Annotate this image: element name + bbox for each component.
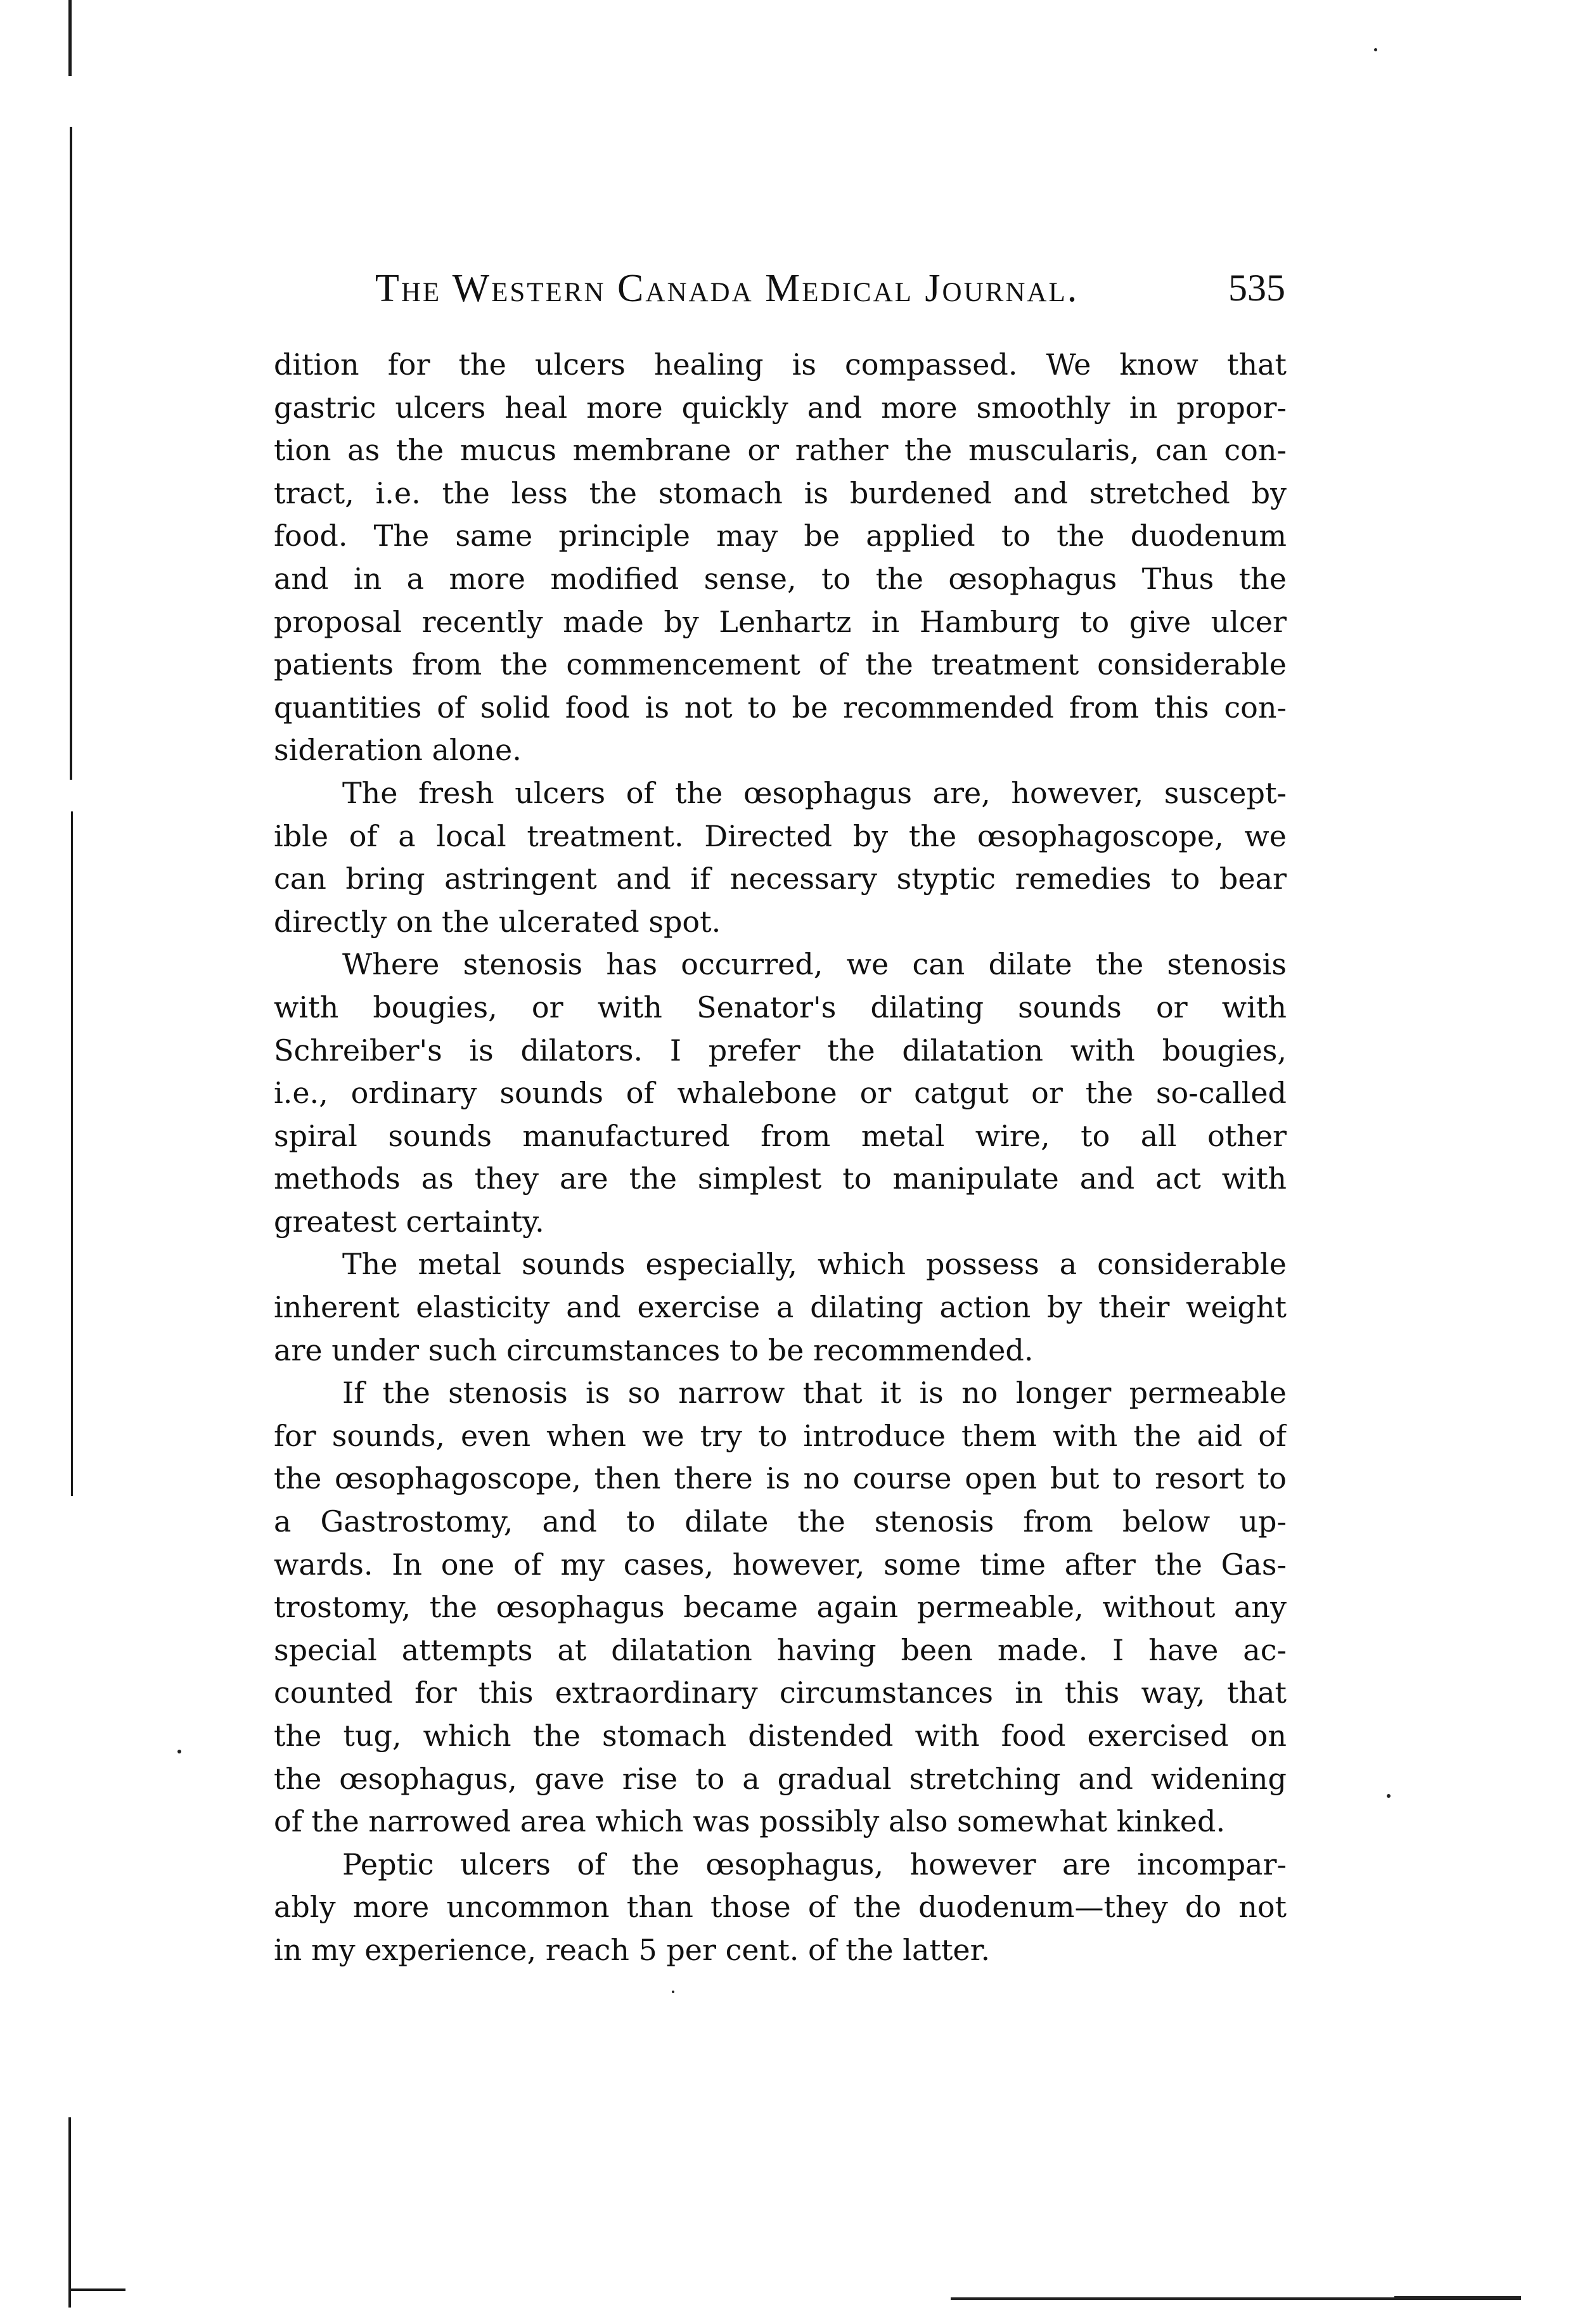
text-line: can bring astringent and if necessary styptic remedies to bear — [274, 862, 1287, 896]
text-line: gastric ulcers heal more quickly and more smoothly in propor- — [274, 390, 1287, 425]
text-line: ably more uncommon than those of the duodenum—they do not — [274, 1890, 1287, 1925]
text-line: food. The same principle may be applied to the duodenum — [274, 519, 1287, 553]
binding-edge-mark — [68, 0, 72, 76]
page-number: 535 — [1228, 267, 1285, 309]
text-line: Where stenosis has occurred, we can dilate the stenosis — [342, 947, 1287, 982]
text-line: directly on the ulcerated spot. — [274, 904, 721, 939]
binding-edge-mark — [71, 811, 73, 1496]
text-line: spiral sounds manufactured from metal wire, to all other — [274, 1118, 1287, 1153]
text-line: If the stenosis is so narrow that it is no longer permeable — [342, 1376, 1287, 1411]
text-line: Peptic ulcers of the œsophagus, however are incompar- — [342, 1847, 1287, 1882]
scan-edge-rule — [951, 2297, 1394, 2300]
text-line: methods as they are the simplest to manipulate and act with — [274, 1161, 1287, 1196]
scan-edge-rule — [1394, 2296, 1521, 2300]
text-line: Schreiber's is dilators. I prefer the dilatation with bougies, — [274, 1033, 1287, 1068]
scan-speck — [1374, 48, 1377, 51]
article-body — [274, 344, 1287, 1972]
running-head: The Western Canada Medical Journal. — [375, 267, 1079, 310]
text-line: proposal recently made by Lenhartz in Hamburg to give ulcer — [274, 604, 1287, 639]
text-line: sideration alone. — [274, 733, 522, 768]
text-line: are under such circumstances to be recommended. — [274, 1333, 1034, 1367]
scan-speck — [177, 1750, 181, 1753]
text-line: inherent elasticity and exercise a dilating action by their weight — [274, 1290, 1287, 1325]
paragraph — [274, 943, 1287, 1243]
page-header — [375, 266, 1285, 317]
text-line: a Gastrostomy, and to dilate the stenosis from below up- — [274, 1504, 1287, 1539]
binding-edge-mark — [70, 127, 72, 780]
text-line: The fresh ulcers of the œsophagus are, however, suscept- — [342, 775, 1287, 810]
text-line: the œsophagoscope, then there is no course open but to resort to — [274, 1461, 1287, 1496]
text-line: special attempts at dilatation having been made. I have ac- — [274, 1632, 1287, 1667]
text-line: for sounds, even when we try to introduce them with the aid of — [274, 1418, 1287, 1453]
text-line: with bougies, or with Senator's dilating sounds or with — [274, 990, 1287, 1024]
paragraph — [274, 344, 1287, 772]
text-line: quantities of solid food is not to be recommended from this con- — [274, 690, 1287, 725]
text-line: dition for the ulcers healing is compassed. We know that — [274, 347, 1287, 382]
text-line: of the narrowed area which was possibly also somewhat kinked. — [274, 1804, 1226, 1839]
paragraph — [274, 1372, 1287, 1843]
paragraph — [274, 772, 1287, 943]
text-line: in my experience, reach 5 per cent. of the latter. — [274, 1932, 991, 1967]
text-line: greatest certainty. — [274, 1204, 544, 1239]
text-line: and in a more modified sense, to the œsophagus Thus the — [274, 561, 1287, 596]
paragraph — [274, 1243, 1287, 1372]
text-line: the œsophagus, gave rise to a gradual stretching and widening — [274, 1761, 1287, 1796]
scan-speck — [1387, 1794, 1391, 1798]
text-line: tion as the mucus membrane or rather the muscularis, can con- — [274, 433, 1287, 468]
scan-speck — [672, 1991, 674, 1993]
text-line: wards. In one of my cases, however, some time after the Gas- — [274, 1547, 1287, 1582]
text-line: tract, i.e. the less the stomach is burdened and stretched by — [274, 475, 1287, 510]
paragraph — [274, 1843, 1287, 1972]
text-line: trostomy, the œsophagus became again permeable, without any — [274, 1590, 1287, 1625]
text-line: ible of a local treatment. Directed by the œsophagoscope, we — [274, 818, 1287, 853]
binding-edge-mark — [68, 2117, 71, 2308]
text-line: i.e., ordinary sounds of whalebone or catgut or the so-called — [274, 1076, 1287, 1111]
binding-edge-mark — [68, 2288, 125, 2291]
text-line: The metal sounds especially, which possess a considerable — [342, 1247, 1287, 1282]
text-line: the tug, which the stomach distended with food exercised on — [274, 1719, 1287, 1753]
text-line: patients from the commencement of the treatment considerable — [274, 647, 1287, 682]
text-line: counted for this extraordinary circumstances in this way, that — [274, 1675, 1287, 1710]
